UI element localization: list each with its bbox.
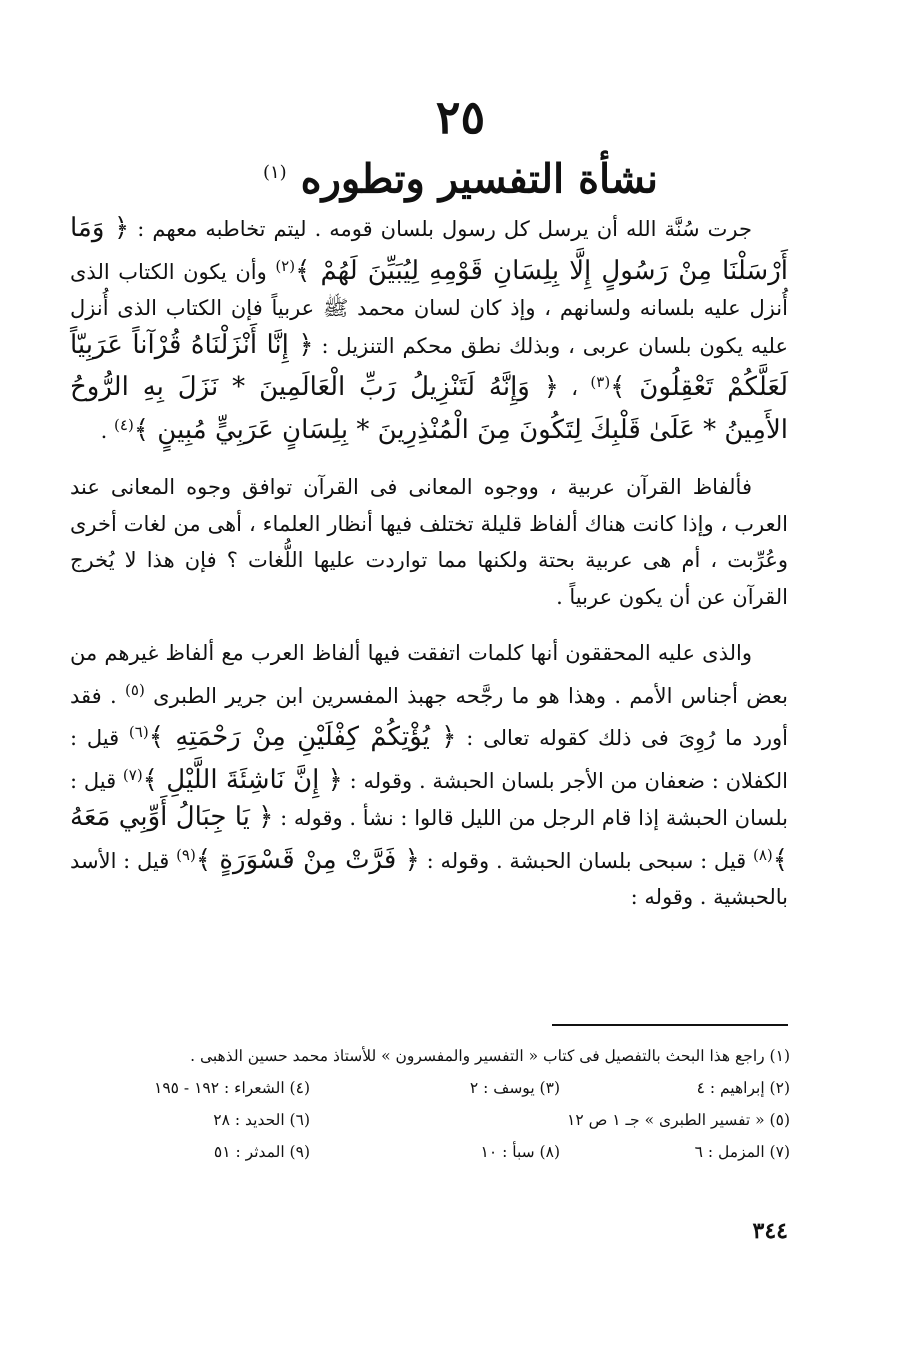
paragraph-text: قيل : سبحى بلسان الحبشة . وقوله : [419, 848, 753, 873]
footnote-7: (٧) المزمل : ٦ [694, 1143, 790, 1161]
footnote-ref: (٦) [128, 723, 149, 741]
paragraph-text: ، [558, 376, 591, 400]
paragraph-2 [70, 469, 788, 615]
paragraph-text: فألفاظ القرآن عربية ، ووجوه المعانى فى القرآن توافق وجوه المعانى عند العرب ، وإذا كانت هناك ألفاظ قليلة تختلف فيها أنظار العلماء ، أهى من لغات أخرى وعُرِّبت ، أم هى عربية بحتة ولكنها مما تواردت عليها اللُّغات ؟ فإن هذا لا يُخرج القرآن عن أن يكون عربياً . [70, 475, 788, 609]
paragraph-text: . فقد أورد ما رُوِىَ فى ذلك كقوله تعالى : [70, 683, 788, 750]
footnote-8: (٨) سبأ : ١٠ [480, 1143, 560, 1161]
paragraph-1 [70, 210, 788, 449]
footnote-1: (١) راجع هذا البحث بالتفصيل فى كتاب « التفسير والمفسرون » للأستاذ محمد حسين الذهبى . [190, 1047, 790, 1065]
paragraph-text: قيل : الكفلان : ضعفان من الأجر بلسان الحبشة . وقوله : [70, 726, 788, 793]
footnote-6: (٦) الحديد : ٢٨ [213, 1111, 310, 1129]
footnote-row-4 [100, 1136, 790, 1168]
footnote-ref: (٥) [125, 680, 145, 699]
paragraph-text: وأن يكون الكتاب الذى أُنزل عليه بلسانه ولسانهم ، وإذ كان لسان محمد ﷺ عربياً فإن الكتاب الذى أُنزل عليه يكون بلسان عربى ، وبذلك نطق محكم التنزيل : [70, 259, 788, 358]
footnote-ref: (٣) [590, 373, 611, 391]
footnote-3: (٣) يوسف : ٢ [469, 1079, 560, 1097]
footnote-ref: (٧) [122, 765, 143, 784]
quran-verse: ﴿ وَإِنَّهُ لَتَنْزِيلُ رَبِّ الْعَالَمِينَ * نَزَلَ بِهِ الرُّوحُ الأَمِينُ * عَلَىٰ قَلْبِكَ لِتَكُونَ مِنَ الْمُنْذِرِينَ * بِلِسَانٍ عَرَبِيٍّ مُبِينٍ ﴾ [70, 372, 788, 445]
footnote-ref: (٨) [752, 845, 773, 864]
paragraph-text: . [100, 418, 115, 443]
footnote-ref: (٤) [114, 415, 134, 434]
quran-verse: ﴿ وَمَا أَرْسَلْنَا مِنْ رَسُولٍ إِلَّا بِلِسَانِ قَوْمِهِ لِيُبَيِّنَ لَهُمْ ﴾ [70, 213, 788, 286]
chapter-number: ٢٥ [435, 90, 486, 144]
paragraph-3 [70, 635, 788, 916]
paragraph-text: جرت سُنَّة الله أن يرسل كل رسول بلسان قومه . ليتم تخاطبه معهم : [129, 217, 752, 241]
footnote-9: (٩) المدثر : ٥١ [213, 1143, 310, 1161]
quran-verse: ﴿ إِنَّا أَنْزَلْنَاهُ قُرْآناً عَرَبِيّاً لَعَلَّكُمْ تَعْقِلُونَ ﴾ [70, 329, 789, 402]
body-text [70, 210, 788, 936]
footnote-4: (٤) الشعراء : ١٩٢ - ١٩٥ [154, 1079, 310, 1097]
paragraph-text: قيل : بلسان الحبشة إذا قام الرجل من الليل قالوا : نشأ . وقوله : [70, 768, 788, 830]
chapter-title [0, 148, 921, 204]
chapter-title-text: نشأة التفسير وتطوره [300, 155, 659, 203]
footnote-row-3 [100, 1104, 790, 1136]
footnote-2: (٢) إبراهيم : ٤ [696, 1079, 790, 1097]
footnote-divider [552, 1024, 788, 1026]
quran-verse: ﴿ إِنَّ نَاشِئَةَ اللَّيْلِ ﴾ [142, 764, 343, 795]
paragraph-text: والذى عليه المحققون أنها كلمات اتفقت فيها ألفاظ العرب مع ألفاظ غيرهم من بعض أجناس الأمم . وهذا هو ما رجَّحه جهبذ المفسرين ابن جرير الطبرى [70, 641, 788, 708]
footnote-5: (٥) « تفسير الطبرى » جـ ١ ص ١٢ [567, 1111, 790, 1129]
page-number: ٣٤٤ [752, 1218, 788, 1244]
quran-verse: ﴿ فَرَّتْ مِنْ قَسْوَرَةٍ ﴾ [195, 844, 420, 875]
quran-verse: ﴿ يَا جِبَالُ أَوِّبِي مَعَهُ ﴾ [70, 802, 788, 875]
quran-verse: ﴿ يُؤْتِكُمْ كِفْلَيْنِ مِنْ رَحْمَتِهِ ﴾ [148, 722, 457, 752]
footnote-ref: (٩) [176, 845, 196, 864]
footnote-row-2 [100, 1072, 790, 1104]
footnote-ref: (٢) [275, 256, 296, 275]
paragraph-text: قيل : الأسد بالحبشية . وقوله : [70, 848, 788, 909]
footnotes [100, 1040, 790, 1168]
chapter-title-footnote-ref: (١) [262, 162, 287, 183]
